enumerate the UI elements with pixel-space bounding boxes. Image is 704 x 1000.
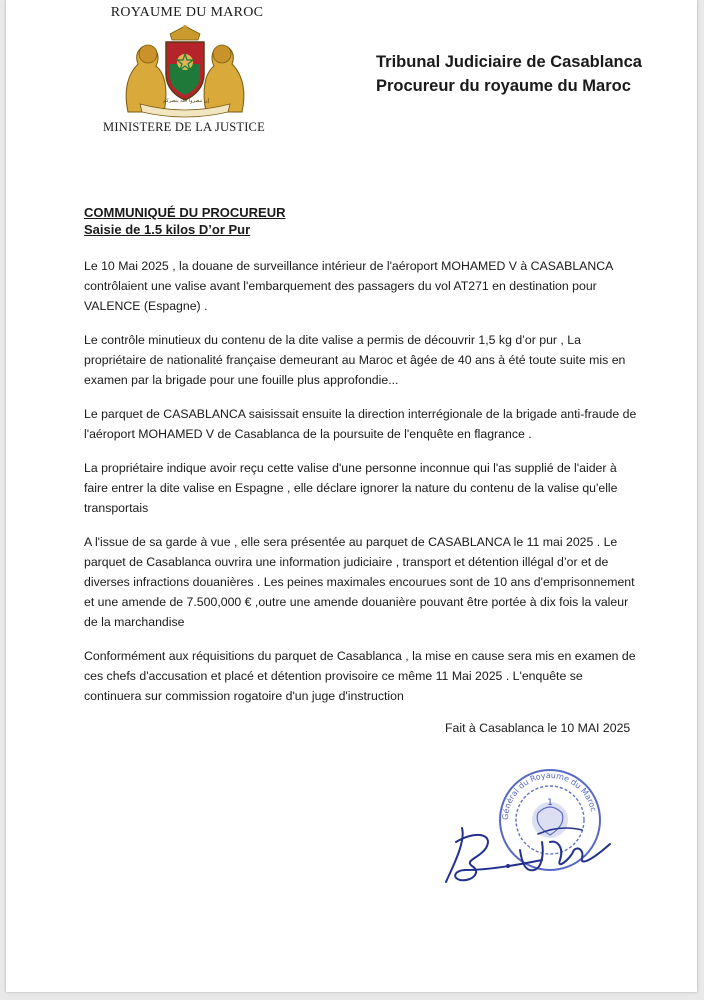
ministry-heading: MINISTERE DE LA JUSTICE	[103, 120, 265, 134]
kingdom-heading: ROYAUME DU MAROC	[110, 5, 264, 20]
communique-title	[84, 204, 286, 238]
royal-coat-of-arms-icon	[110, 24, 260, 120]
paragraph: Le parquet de CASABLANCA saisissait ensuite la direction interrégionale de la brigade anti-fraude de l'aéroport MOHAMED V de Casablanca de la poursuite de l'enquête en flagrance .	[84, 407, 637, 441]
document-heading: COMMUNIQUÉ DU PROCUREUR	[84, 205, 286, 220]
court-header	[376, 50, 686, 98]
document-body	[84, 256, 638, 720]
paragraph: Le 10 Mai 2025 , la douane de surveillance intérieur de l'aéroport MOHAMED V à CASABLANCA contrôlaient une valise avant l'embarquement des passagers du vol AT271 en destination pour VALENCE (Espagne) .	[84, 259, 613, 313]
document-subheading: Saisie de 1.5 kilos D’or Pur	[84, 222, 251, 237]
prosecutor-office: Procureur du royaume du Maroc	[376, 77, 631, 95]
paragraph: Le contrôle minutieux du contenu de la dite valise a permis de découvrir 1,5 kg d’or pur , La propriétaire de nationalité française demeurant au Maroc et âgée de 40 ans à été toute suite mis en examen par la brigade pour une fouille plus approfondie...	[84, 333, 626, 387]
signature-icon	[442, 820, 612, 890]
emblem-motto: إن تنصروا الله ينصركم	[163, 98, 209, 104]
document-page	[6, 0, 697, 992]
stamp-number: 1	[547, 798, 553, 808]
place-date: Fait à Casablanca le 10 MAI 2025	[445, 721, 631, 735]
paragraph: Conformément aux réquisitions du parquet de Casablanca , la mise en cause sera mis en examen de ces chefs d'accusation et placé et détention provisoire ce même 11 Mai 2025 . L'enquête se continuera sur commission rogatoire d'un juge d'instruction	[84, 649, 636, 703]
paragraph: A l'issue de sa garde à vue , elle sera présentée au parquet de CASABLANCA le 11 mai 2025 . Le parquet de Casablanca ouvrira une information judiciaire , transport et détention illégal d’or et de diverses infractions douanières . Les peines maximales encourues sont de 10 ans d'emprisonnement et une amende de 7.500,000 € ,outre une amende douanière pouvant être portée à dix fois la valeur de la marchandise	[84, 535, 635, 629]
stamp-text: Général du Royaume du Maroc	[500, 770, 599, 821]
court-name: Tribunal Judiciaire de Casablanca	[376, 53, 642, 71]
paragraph: La propriétaire indique avoir reçu cette valise d'une personne inconnue qui l'as supplié de l'aider à faire entrer la dite valise en Espagne , elle déclare ignorer la nature du contenu de la valise qu'elle transportais	[84, 461, 618, 515]
